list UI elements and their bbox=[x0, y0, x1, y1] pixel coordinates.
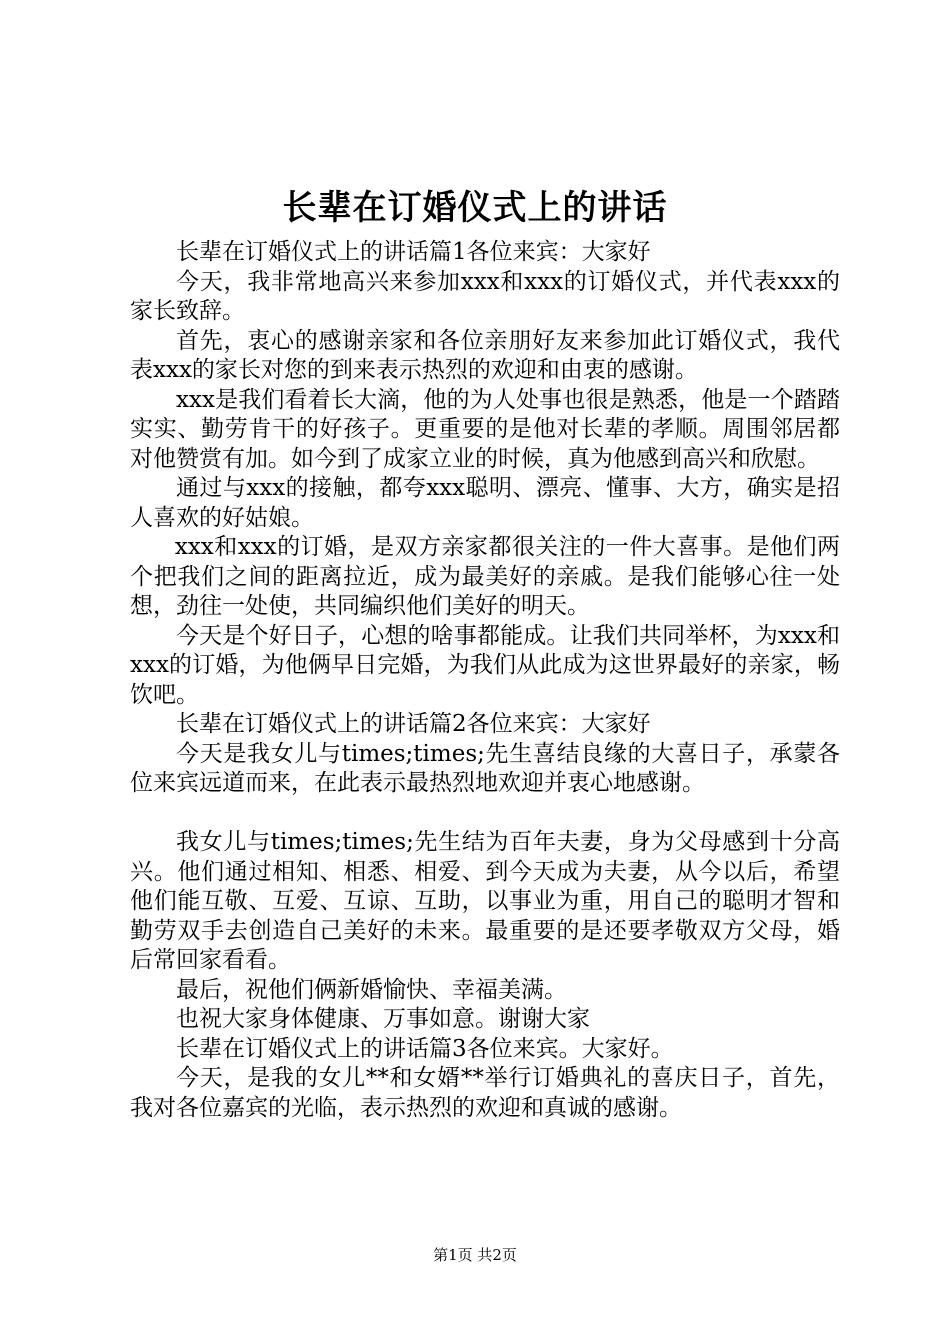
paragraph: 我女儿与times;times;先生结为百年夫妻，身为父母感到十分高兴。他们通过相知、相悉、相爱、到今天成为夫妻，从今以后，希望他们能互敬、互爱、互谅、互助，以事业为重，用自己的聪明才智和勤劳双手去创造自己美好的未来。最重要的是还要孝敬双方父母，婚后常回家看看。 bbox=[130, 829, 840, 973]
document-title: 长辈在订婚仪式上的讲话 bbox=[282, 188, 668, 228]
paragraph: 今天，是我的女儿**和女婿**举行订婚典礼的喜庆日子，首先，我对各位嘉宾的光临，表示热烈的欢迎和真诚的感谢。 bbox=[130, 1065, 840, 1121]
paragraph: 也祝大家身体健康、万事如意。谢谢大家 bbox=[176, 1006, 590, 1032]
paragraph-heading-3: 长辈在订婚仪式上的讲话篇3各位来宾。大家好。 bbox=[176, 1035, 674, 1062]
paragraph: 今天是个好日子，心想的啥事都能成。让我们共同举杯，为xxx和xxx的订婚，为他俩早日完婚，为我们从此成为这世界最好的亲家，畅饮吧。 bbox=[130, 622, 840, 708]
page-footer: 第1页 共2页 bbox=[433, 1246, 517, 1264]
paragraph: 首先，衷心的感谢亲家和各位亲朋好友来参加此订婚仪式，我代表xxx的家长对您的到来表示热烈的欢迎和由衷的感谢。 bbox=[130, 327, 840, 383]
paragraph: 今天是我女儿与times;times;先生喜结良缘的大喜日子，承蒙各位来宾远道而来，在此表示最热烈地欢迎并衷心地感谢。 bbox=[130, 740, 840, 796]
paragraph-heading-1: 长辈在订婚仪式上的讲话篇1各位来宾：大家好 bbox=[176, 239, 651, 265]
paragraph: 最后，祝他们俩新婚愉快、幸福美满。 bbox=[176, 976, 567, 1003]
document-body bbox=[130, 238, 840, 1123]
paragraph: 通过与xxx的接触，都夸xxx聪明、漂亮、懂事、大方，确实是招人喜欢的好姑娘。 bbox=[130, 475, 840, 531]
paragraph-heading-2: 长辈在订婚仪式上的讲话篇2各位来宾：大家好 bbox=[176, 711, 651, 737]
paragraph: xxx是我们看着长大滴，他的为人处事也很是熟悉，他是一个踏踏实实、勤劳肯干的好孩子。更重要的是他对长辈的孝顺。周围邻居都对他赞赏有加。如今到了成家立业的时候，真为他感到高兴和欣慰。 bbox=[130, 386, 840, 472]
paragraph: xxx和xxx的订婚，是双方亲家都很关注的一件大喜事。是他们两个把我们之间的距离拉近，成为最美好的亲戚。是我们能够心往一处想，劲往一处使，共同编织他们美好的明天。 bbox=[130, 534, 840, 619]
paragraph: 今天，我非常地高兴来参加xxx和xxx的订婚仪式，并代表xxx的家长致辞。 bbox=[130, 268, 840, 324]
